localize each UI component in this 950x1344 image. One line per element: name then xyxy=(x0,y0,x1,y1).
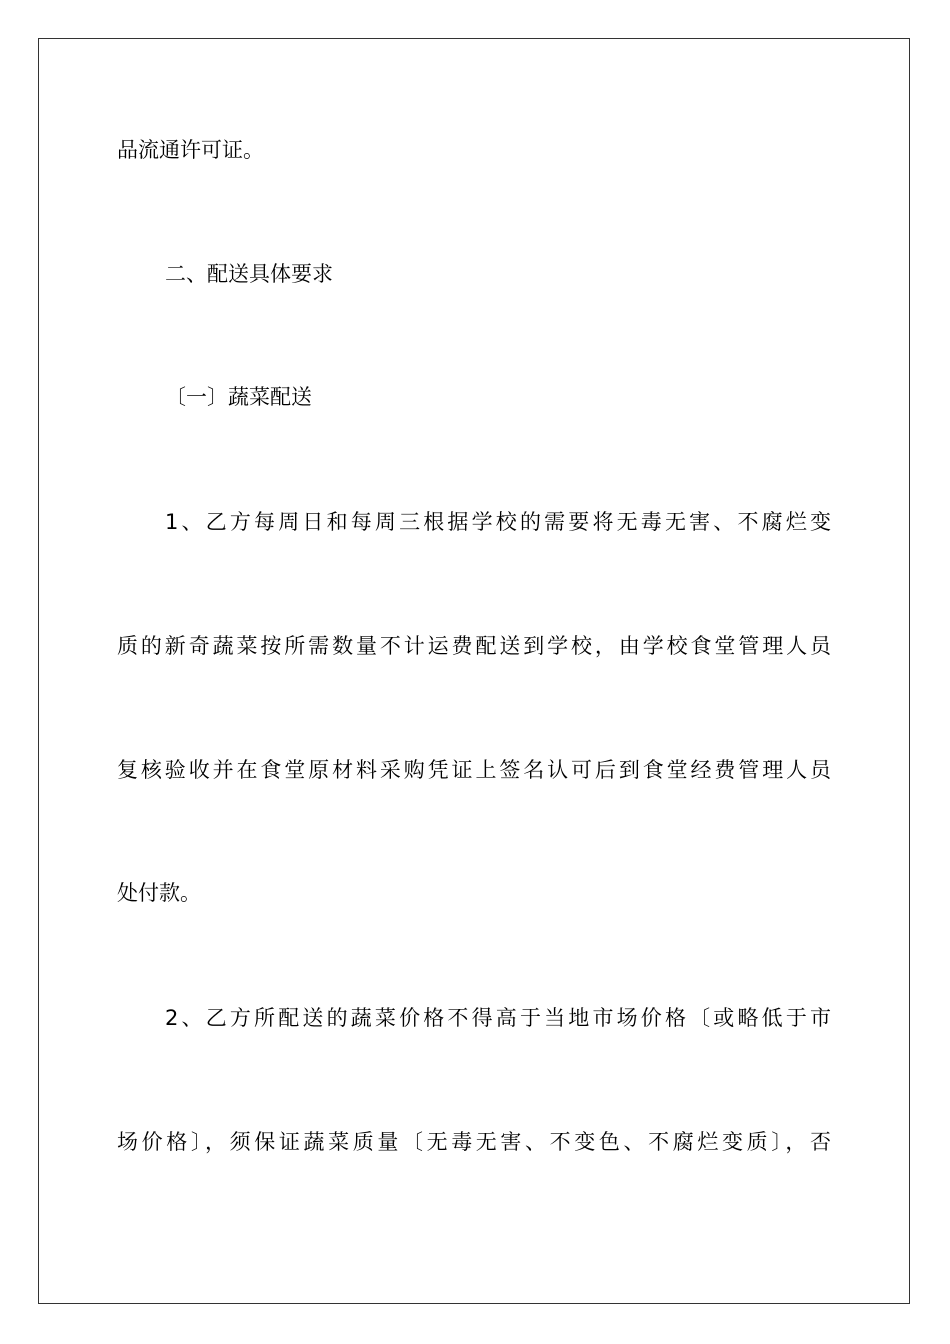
paragraph-2-line-2: 场价格〕，须保证蔬菜质量〔无毒无害、不变色、不腐烂变质〕，否 xyxy=(117,1130,831,1154)
section-heading: 二、配送具体要求 xyxy=(165,262,333,286)
paragraph-1-line-2: 质的新奇蔬菜按所需数量不计运费配送到学校，由学校食堂管理人员 xyxy=(117,634,831,658)
paragraph-1-line-4: 处付款。 xyxy=(117,881,201,905)
paragraph-1-line-1: 1、乙方每周日和每周三根据学校的需要将无毒无害、不腐烂变 xyxy=(165,510,831,534)
paragraph-1-line-3: 复核验收并在食堂原材料采购凭证上签名认可后到食堂经费管理人员 xyxy=(117,758,831,782)
text-line-1: 品流通许可证。 xyxy=(117,138,264,162)
paragraph-2-line-1: 2、乙方所配送的蔬菜价格不得高于当地市场价格〔或略低于市 xyxy=(165,1006,831,1030)
subsection-heading: 〔一〕蔬菜配送 xyxy=(165,385,312,409)
page-frame xyxy=(38,38,910,1304)
